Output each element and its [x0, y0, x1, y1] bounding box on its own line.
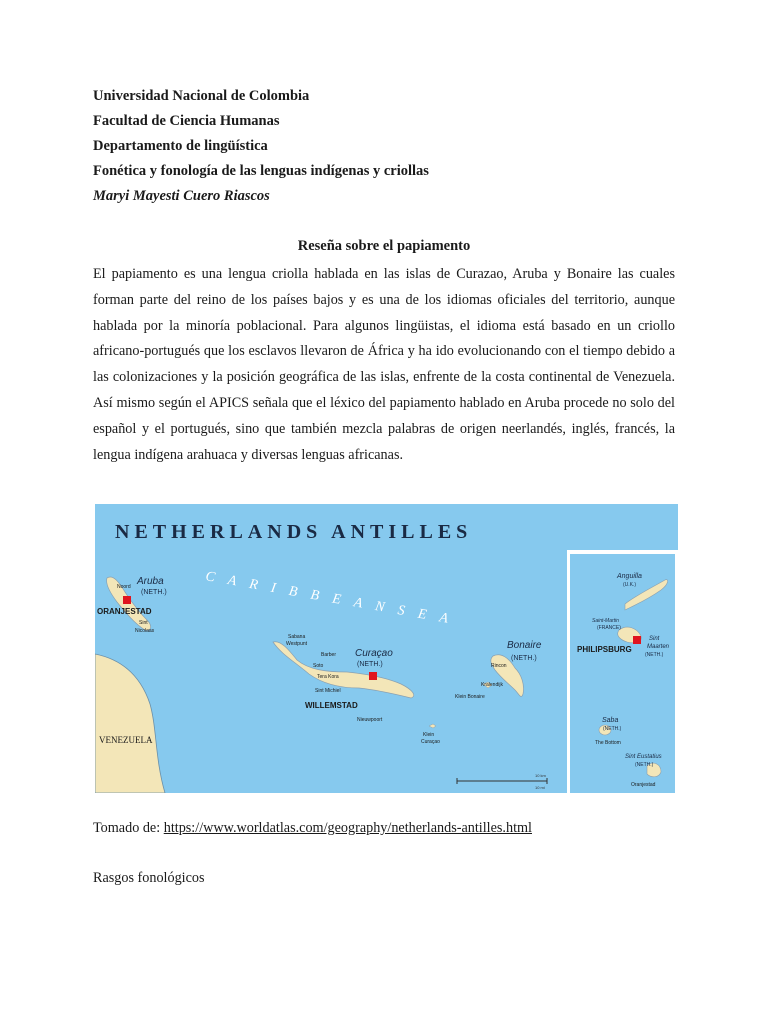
soto-label: Soto — [313, 663, 324, 669]
course-name: Fonética y fonología de las lenguas indígenas y criollas — [93, 163, 429, 179]
body-paragraph: El papiamento es una lengua criolla hablada en las islas de Curazao, Aruba y Bonaire las cuales forman parte del reino de los países bajos y es una de los idiomas oficiales del territorio, aunque hablada por la minoría poblacional. Para algunos lingüistas, el idioma está basado en un criollo africano-portugués que los esclavos llevaron de África y ha ido evolucionando con el tiempo debido a las colonizaciones y la posición geográfica de las islas, enfrente de la costa continental de Venezuela. Así mismo según el APICS señala que el léxico del papiamento hablado en Aruba procede no solo del español y el portugués, sino que también mezcla palabras de origen neerlandés, inglés, francés, la lengua indígena arahuaca y diversas lenguas africanas. — [93, 266, 675, 463]
the-bottom-label: The Bottom — [595, 740, 621, 746]
sabana-label: Sabana — [288, 634, 306, 640]
curacao-status: (NETH.) — [357, 661, 383, 668]
barber-label: Barber — [321, 652, 337, 658]
department-name: Departamento de lingüística — [93, 138, 268, 154]
sint-eustatius-status: (NETH.) — [635, 762, 654, 768]
venezuela-label: VENEZUELA — [99, 735, 153, 745]
kralendijk-label: Kralendijk — [481, 682, 503, 688]
oranjestad-capital-marker — [123, 596, 131, 604]
source-link[interactable]: https://www.worldatlas.com/geography/netherlands-antilles.html — [163, 820, 532, 836]
klein-bonaire-label: Klein Bonaire — [455, 694, 485, 700]
aruba-label: Aruba — [137, 576, 164, 587]
image-source — [93, 820, 532, 837]
sint-michiel-label: Sint Michiel — [315, 688, 341, 694]
map-title: NETHERLANDS ANTILLES — [115, 521, 473, 543]
westpunt-label: Westpunt — [286, 641, 308, 647]
source-prefix: Tomado de: — [93, 820, 164, 836]
bonaire-label: Bonaire — [507, 640, 542, 651]
philipsburg-capital-marker — [633, 636, 641, 644]
tera-kora-label: Tera Kora — [317, 674, 339, 680]
curacao-label: Curaçao — [355, 648, 393, 659]
rincon-label: Rincon — [491, 663, 507, 669]
klein-curacao-label-1: Klein — [423, 732, 435, 738]
scale-km-label: 10 km — [535, 773, 546, 778]
bonaire-status: (NETH.) — [511, 655, 537, 662]
sint-label: Sint — [139, 620, 148, 626]
oranjestad-eustatius-label: Oranjestad — [631, 782, 656, 788]
anguilla-status: (U.K.) — [623, 582, 637, 588]
section-heading: Rasgos fonológicos — [93, 870, 205, 886]
saba-label: Saba — [602, 717, 619, 724]
noord-label: Noord — [117, 584, 131, 590]
nicolaas-label: Nicolaas — [135, 628, 155, 634]
willemstad-capital-marker — [369, 672, 377, 680]
willemstad-label: WILLEMSTAD — [305, 701, 358, 710]
netherlands-antilles-map — [95, 504, 678, 793]
caribbean-sea-label: C A R I B B E A N S E A — [204, 569, 455, 628]
oranjestad-label: ORANJESTAD — [97, 607, 152, 616]
saint-martin-status: (FRANCE) — [597, 625, 621, 631]
philipsburg-label: PHILIPSBURG — [577, 645, 632, 654]
sint-maarten-label-1: Sint — [649, 636, 660, 642]
sint-eustatius-label: Sint Eustatius — [625, 754, 662, 760]
aruba-status: (NETH.) — [141, 589, 167, 596]
scale-mi-label: 10 mi — [535, 785, 545, 790]
author-name: Maryi Mayesti Cuero Riascos — [93, 188, 270, 204]
document-title: Reseña sobre el papiamento — [297, 238, 471, 254]
sint-maarten-status: (NETH.) — [645, 652, 664, 658]
saba-status: (NETH.) — [603, 726, 622, 732]
sint-maarten-label-2: Maarten — [647, 644, 670, 650]
saint-martin-label: Saint-Martin — [592, 618, 619, 624]
university-name: Universidad Nacional de Colombia — [93, 88, 310, 104]
faculty-name: Facultad de Ciencia Humanas — [93, 113, 280, 129]
klein-curacao-label-2: Curaçao — [421, 739, 440, 745]
anguilla-label: Anguilla — [617, 573, 642, 580]
nieuwpoort-label: Nieuwpoort — [357, 717, 383, 723]
